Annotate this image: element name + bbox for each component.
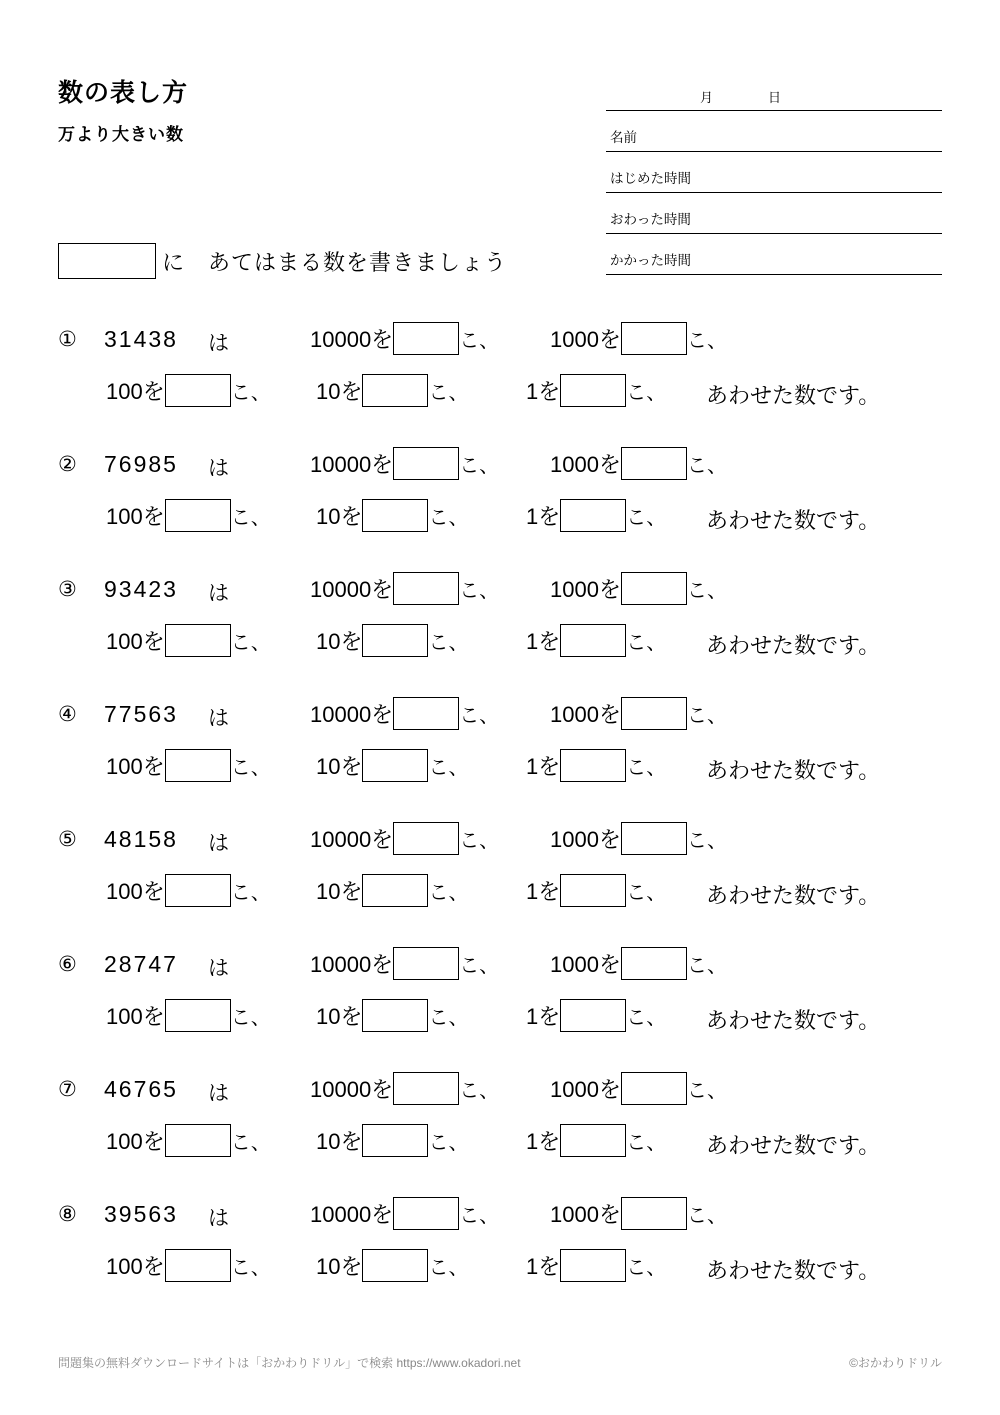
counter-ko: こ、 bbox=[428, 382, 469, 404]
label-one: 1を bbox=[526, 1254, 561, 1279]
answer-box-one[interactable] bbox=[560, 1249, 626, 1282]
answer-box-hundred[interactable] bbox=[165, 624, 231, 657]
counter-ko: こ、 bbox=[626, 1007, 667, 1029]
label-thousand: 1000を bbox=[550, 702, 621, 727]
answer-box-thousand[interactable] bbox=[621, 1197, 687, 1230]
problem-item bbox=[58, 1193, 942, 1318]
problem-value: 93423 bbox=[104, 576, 178, 602]
label-ten: 10を bbox=[316, 1004, 363, 1029]
title-block bbox=[58, 78, 188, 145]
problem-item bbox=[58, 568, 942, 693]
problem-item bbox=[58, 818, 942, 943]
particle-ha: は bbox=[208, 332, 229, 355]
counter-ko: こ、 bbox=[686, 1080, 727, 1102]
answer-box-thousand[interactable] bbox=[621, 447, 687, 480]
counter-ko: こ、 bbox=[626, 632, 667, 654]
label-hundred: 100を bbox=[106, 629, 165, 654]
problem-number: ③ bbox=[58, 578, 77, 601]
problem-item bbox=[58, 693, 942, 818]
answer-box-ten-thousand[interactable] bbox=[393, 1072, 459, 1105]
end-time-row[interactable] bbox=[606, 193, 942, 234]
problem-item bbox=[58, 318, 942, 443]
answer-box-ten-thousand[interactable] bbox=[393, 822, 459, 855]
elapsed-time-row[interactable] bbox=[606, 234, 942, 275]
label-one: 1を bbox=[526, 1129, 561, 1154]
counter-ko: こ、 bbox=[230, 1132, 271, 1154]
label-thousand: 1000を bbox=[550, 827, 621, 852]
label-ten: 10を bbox=[316, 379, 363, 404]
elapsed-time-label: かかった時間 bbox=[610, 253, 691, 268]
answer-box-ten-thousand[interactable] bbox=[393, 947, 459, 980]
name-label: 名前 bbox=[610, 130, 637, 145]
problem-number: ⑥ bbox=[58, 953, 77, 976]
answer-box-hundred[interactable] bbox=[165, 374, 231, 407]
answer-box-ten[interactable] bbox=[362, 624, 428, 657]
label-one: 1を bbox=[526, 754, 561, 779]
problem-number: ⑦ bbox=[58, 1078, 77, 1101]
answer-box-one[interactable] bbox=[560, 1124, 626, 1157]
label-ten: 10を bbox=[316, 504, 363, 529]
counter-ko: こ、 bbox=[626, 1257, 667, 1279]
problem-value: 46765 bbox=[104, 1076, 178, 1102]
tail-text: あわせた数です。 bbox=[706, 508, 881, 533]
label-ten: 10を bbox=[316, 1254, 363, 1279]
counter-ko: こ、 bbox=[459, 830, 500, 852]
particle-ha: は bbox=[208, 707, 229, 730]
answer-box-one[interactable] bbox=[560, 499, 626, 532]
answer-box-ten[interactable] bbox=[362, 1249, 428, 1282]
counter-ko: こ、 bbox=[686, 580, 727, 602]
label-ten-thousand: 10000を bbox=[310, 327, 394, 352]
counter-ko: こ、 bbox=[686, 830, 727, 852]
footer-copyright: ©おかわりドリル bbox=[849, 1356, 942, 1370]
problem-number: ⑧ bbox=[58, 1203, 77, 1226]
label-thousand: 1000を bbox=[550, 1077, 621, 1102]
answer-box-ten[interactable] bbox=[362, 749, 428, 782]
label-thousand: 1000を bbox=[550, 952, 621, 977]
student-info-block bbox=[606, 78, 942, 275]
problem-value: 28747 bbox=[104, 951, 178, 977]
tail-text: あわせた数です。 bbox=[706, 1258, 881, 1283]
counter-ko: こ、 bbox=[686, 955, 727, 977]
label-ten: 10を bbox=[316, 1129, 363, 1154]
footer-site-text: 問題集の無料ダウンロードサイトは「おかわりドリル」で検索 https://www.okadori.net bbox=[58, 1356, 521, 1370]
day-label: 日 bbox=[768, 90, 782, 105]
name-row[interactable] bbox=[606, 111, 942, 152]
answer-box-hundred[interactable] bbox=[165, 749, 231, 782]
particle-ha: は bbox=[208, 582, 229, 605]
page-title: 数の表し方 bbox=[58, 79, 189, 107]
counter-ko: こ、 bbox=[686, 705, 727, 727]
answer-box-one[interactable] bbox=[560, 874, 626, 907]
counter-ko: こ、 bbox=[459, 1080, 500, 1102]
label-one: 1を bbox=[526, 879, 561, 904]
counter-ko: こ、 bbox=[459, 1205, 500, 1227]
label-one: 1を bbox=[526, 1004, 561, 1029]
tail-text: あわせた数です。 bbox=[706, 1008, 881, 1033]
label-hundred: 100を bbox=[106, 379, 165, 404]
label-thousand: 1000を bbox=[550, 452, 621, 477]
instruction-text: に あてはまる数を書きましょう bbox=[162, 249, 508, 275]
page-subtitle: 万より大きい数 bbox=[58, 125, 184, 144]
label-ten: 10を bbox=[316, 879, 363, 904]
counter-ko: こ、 bbox=[626, 382, 667, 404]
label-hundred: 100を bbox=[106, 879, 165, 904]
particle-ha: は bbox=[208, 832, 229, 855]
answer-box-ten-thousand[interactable] bbox=[393, 1197, 459, 1230]
counter-ko: こ、 bbox=[230, 632, 271, 654]
label-hundred: 100を bbox=[106, 1004, 165, 1029]
answer-box-hundred[interactable] bbox=[165, 1124, 231, 1157]
tail-text: あわせた数です。 bbox=[706, 1133, 881, 1158]
answer-box-ten[interactable] bbox=[362, 1124, 428, 1157]
label-hundred: 100を bbox=[106, 1129, 165, 1154]
counter-ko: こ、 bbox=[459, 580, 500, 602]
problem-item bbox=[58, 443, 942, 568]
problem-number: ① bbox=[58, 328, 77, 351]
answer-box-ten-thousand[interactable] bbox=[393, 447, 459, 480]
label-one: 1を bbox=[526, 629, 561, 654]
instruction-answer-box[interactable] bbox=[58, 243, 156, 279]
label-one: 1を bbox=[526, 379, 561, 404]
counter-ko: こ、 bbox=[428, 757, 469, 779]
label-ten: 10を bbox=[316, 629, 363, 654]
counter-ko: こ、 bbox=[230, 882, 271, 904]
label-one: 1を bbox=[526, 504, 561, 529]
answer-box-ten[interactable] bbox=[362, 374, 428, 407]
answer-box-one[interactable] bbox=[560, 374, 626, 407]
problem-value: 31438 bbox=[104, 326, 178, 352]
problem-item bbox=[58, 943, 942, 1068]
problem-number: ⑤ bbox=[58, 828, 77, 851]
particle-ha: は bbox=[208, 1082, 229, 1105]
label-ten-thousand: 10000を bbox=[310, 577, 394, 602]
counter-ko: こ、 bbox=[459, 455, 500, 477]
counter-ko: こ、 bbox=[428, 632, 469, 654]
problem-value: 48158 bbox=[104, 826, 178, 852]
answer-box-ten[interactable] bbox=[362, 999, 428, 1032]
answer-box-ten[interactable] bbox=[362, 499, 428, 532]
instruction-line bbox=[58, 243, 507, 279]
problem-number: ② bbox=[58, 453, 77, 476]
counter-ko: こ、 bbox=[626, 507, 667, 529]
tail-text: あわせた数です。 bbox=[706, 633, 881, 658]
tail-text: あわせた数です。 bbox=[706, 883, 881, 908]
problem-item bbox=[58, 1068, 942, 1193]
counter-ko: こ、 bbox=[230, 1257, 271, 1279]
counter-ko: こ、 bbox=[459, 955, 500, 977]
problem-value: 76985 bbox=[104, 451, 178, 477]
end-time-label: おわった時間 bbox=[610, 212, 691, 227]
particle-ha: は bbox=[208, 957, 229, 980]
label-thousand: 1000を bbox=[550, 577, 621, 602]
label-thousand: 1000を bbox=[550, 1202, 621, 1227]
answer-box-ten-thousand[interactable] bbox=[393, 697, 459, 730]
label-hundred: 100を bbox=[106, 1254, 165, 1279]
problem-number: ④ bbox=[58, 703, 77, 726]
counter-ko: こ、 bbox=[686, 1205, 727, 1227]
counter-ko: こ、 bbox=[626, 1132, 667, 1154]
counter-ko: こ、 bbox=[230, 382, 271, 404]
problem-list bbox=[58, 318, 942, 1318]
tail-text: あわせた数です。 bbox=[706, 758, 881, 783]
answer-box-thousand[interactable] bbox=[621, 572, 687, 605]
label-ten: 10を bbox=[316, 754, 363, 779]
answer-box-ten[interactable] bbox=[362, 874, 428, 907]
answer-box-hundred[interactable] bbox=[165, 874, 231, 907]
answer-box-one[interactable] bbox=[560, 624, 626, 657]
problem-value: 39563 bbox=[104, 1201, 178, 1227]
label-hundred: 100を bbox=[106, 504, 165, 529]
counter-ko: こ、 bbox=[428, 507, 469, 529]
answer-box-one[interactable] bbox=[560, 749, 626, 782]
counter-ko: こ、 bbox=[459, 330, 500, 352]
counter-ko: こ、 bbox=[626, 757, 667, 779]
start-time-label: はじめた時間 bbox=[610, 171, 691, 186]
label-thousand: 1000を bbox=[550, 327, 621, 352]
counter-ko: こ、 bbox=[428, 1257, 469, 1279]
answer-box-thousand[interactable] bbox=[621, 1072, 687, 1105]
date-row bbox=[606, 78, 942, 111]
answer-box-hundred[interactable] bbox=[165, 499, 231, 532]
answer-box-hundred[interactable] bbox=[165, 1249, 231, 1282]
answer-box-one[interactable] bbox=[560, 999, 626, 1032]
answer-box-thousand[interactable] bbox=[621, 697, 687, 730]
answer-box-thousand[interactable] bbox=[621, 322, 687, 355]
page-footer bbox=[58, 1354, 942, 1371]
counter-ko: こ、 bbox=[428, 1132, 469, 1154]
label-ten-thousand: 10000を bbox=[310, 452, 394, 477]
counter-ko: こ、 bbox=[428, 882, 469, 904]
label-ten-thousand: 10000を bbox=[310, 952, 394, 977]
month-label: 月 bbox=[700, 90, 714, 105]
counter-ko: こ、 bbox=[230, 1007, 271, 1029]
label-ten-thousand: 10000を bbox=[310, 827, 394, 852]
counter-ko: こ、 bbox=[230, 507, 271, 529]
counter-ko: こ、 bbox=[686, 455, 727, 477]
answer-box-hundred[interactable] bbox=[165, 999, 231, 1032]
particle-ha: は bbox=[208, 457, 229, 480]
particle-ha: は bbox=[208, 1207, 229, 1230]
counter-ko: こ、 bbox=[626, 882, 667, 904]
counter-ko: こ、 bbox=[230, 757, 271, 779]
counter-ko: こ、 bbox=[428, 1007, 469, 1029]
label-ten-thousand: 10000を bbox=[310, 702, 394, 727]
label-hundred: 100を bbox=[106, 754, 165, 779]
answer-box-ten-thousand[interactable] bbox=[393, 322, 459, 355]
counter-ko: こ、 bbox=[459, 705, 500, 727]
counter-ko: こ、 bbox=[686, 330, 727, 352]
problem-value: 77563 bbox=[104, 701, 178, 727]
label-ten-thousand: 10000を bbox=[310, 1077, 394, 1102]
start-time-row[interactable] bbox=[606, 152, 942, 193]
answer-box-thousand[interactable] bbox=[621, 822, 687, 855]
answer-box-thousand[interactable] bbox=[621, 947, 687, 980]
answer-box-ten-thousand[interactable] bbox=[393, 572, 459, 605]
tail-text: あわせた数です。 bbox=[706, 383, 881, 408]
label-ten-thousand: 10000を bbox=[310, 1202, 394, 1227]
